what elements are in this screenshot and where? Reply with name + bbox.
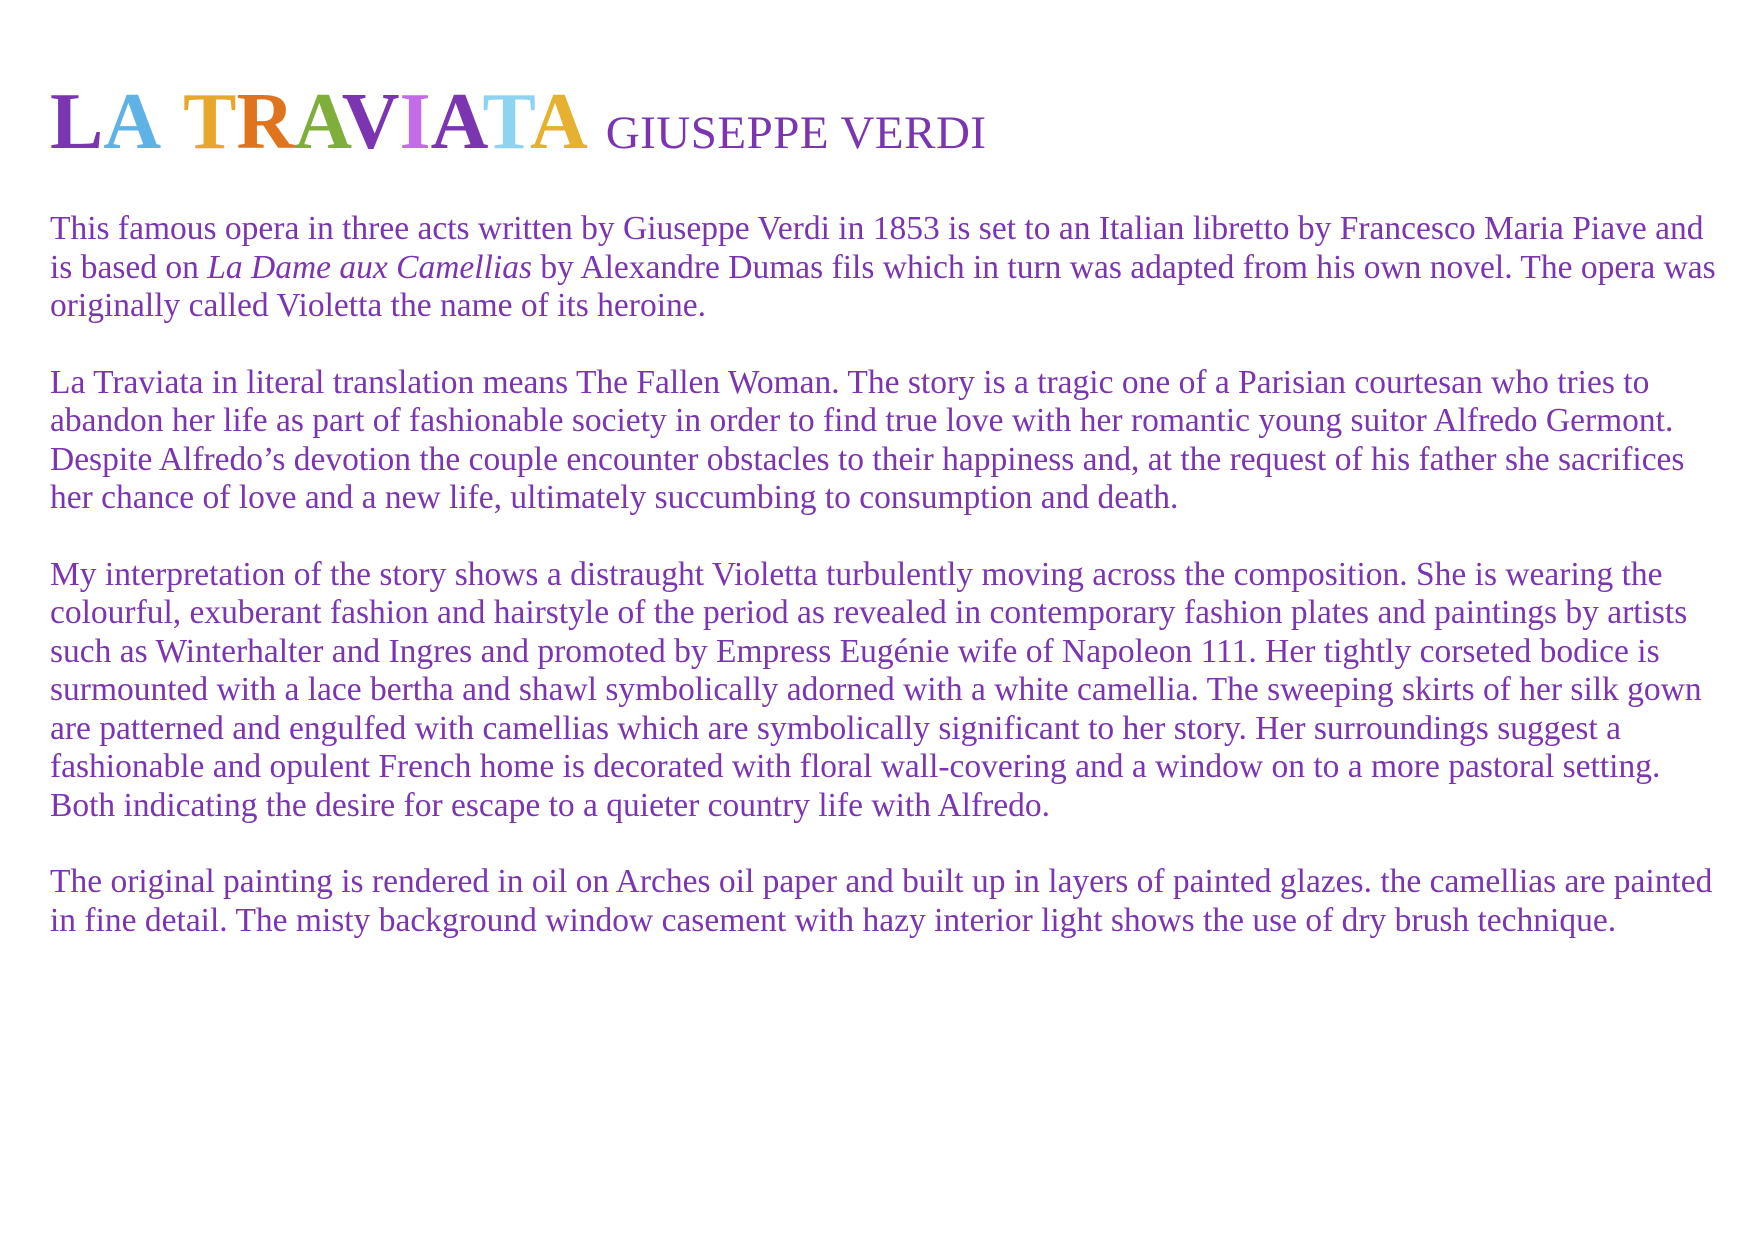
- title-letter: A: [430, 78, 483, 166]
- title-letter: V: [341, 78, 400, 166]
- opera-title: [50, 78, 588, 166]
- description-text: [50, 210, 1730, 940]
- page-title: [50, 78, 1730, 166]
- title-letter: L: [50, 78, 104, 166]
- paragraph-1-text-end: by Alexandre Dumas fils which in turn was adapted from his own novel. The opera was originally called Violetta the name of its heroine.: [50, 248, 1716, 324]
- title-letter: A: [529, 78, 588, 166]
- paragraph-1-text-start: This famous opera in three acts written by Giuseppe Verdi in 1853 is set to an Italian libretto by Francesco Maria Piave and is based on: [50, 210, 1704, 286]
- title-letter: R: [236, 78, 295, 166]
- document-page: [50, 78, 1730, 978]
- title-letter: A: [103, 78, 162, 166]
- book-title: La Dame aux Camellias: [207, 248, 532, 286]
- paragraph-2: La Traviata in literal translation means The Fallen Woman. The story is a tragic one of a Parisian courtesan who tries to abandon her life as part of fashionable society in order to find true love with her romantic young suitor Alfredo Germont. Despite Alfredo’s devotion the couple encounter obstacles to their happiness and, at the request of his father she sacrifices her chance of love and a new life, ultimately succumbing to consumption and death.: [50, 363, 1685, 516]
- paragraph-3: My interpretation of the story shows a distraught Violetta turbulently moving across the composition. She is wearing the colourful, exuberant fashion and hairstyle of the period as revealed in contemporary fashion plates and paintings by artists such as Winterhalter and Ingres and promoted by Empress Eugénie wife of Napoleon 111. Her tightly corseted bodice is surmounted with a lace bertha and shawl symbolically adorned with a white camellia. The sweeping skirts of her silk gown are patterned and engulfed with camellias which are symbolically significant to her story. Her surroundings suggest a fashionable and opulent French home is decorated with floral wall-covering and a window on to a more pastoral setting. Both indicating the desire for escape to a quieter country life with Alfredo.: [50, 555, 1702, 824]
- paragraph-1: [50, 210, 1730, 326]
- title-letter: T: [183, 78, 237, 166]
- title-letter: T: [482, 78, 530, 166]
- title-letter: A: [294, 78, 342, 166]
- composer-name: GIUSEPPE VERDI: [605, 107, 987, 159]
- title-letter: I: [399, 78, 431, 166]
- paragraph-4: The original painting is rendered in oil on Arches oil paper and built up in layers of painted glazes. the camellias are painted in fine detail. The misty background window casement with hazy interior light shows the use of dry brush technique.: [50, 863, 1713, 939]
